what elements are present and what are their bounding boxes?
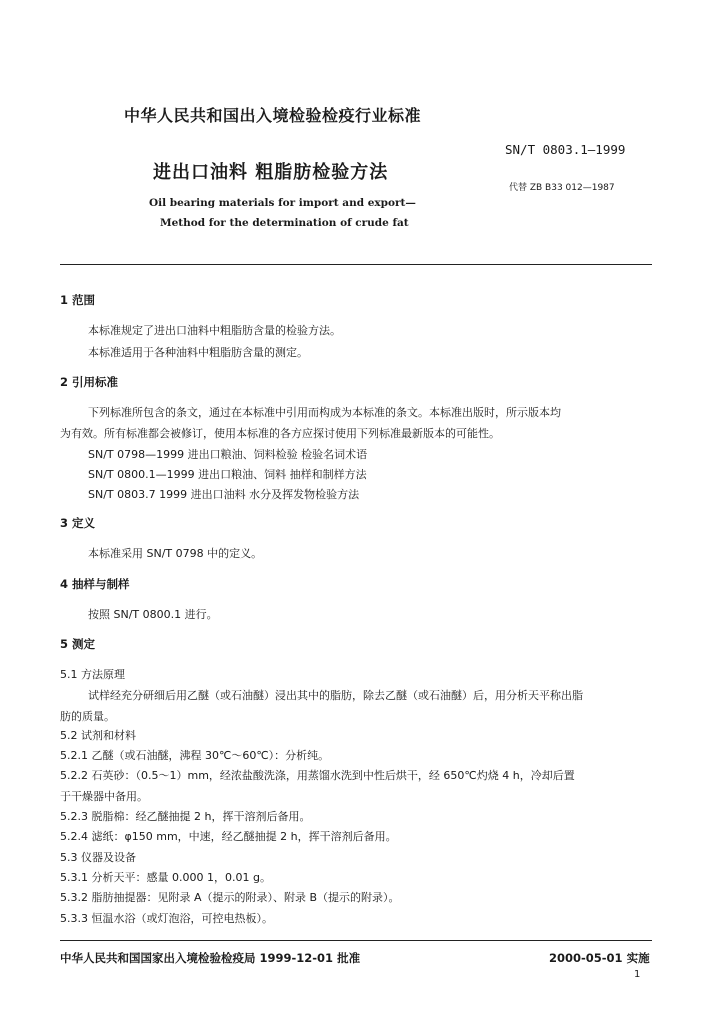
body-line: 5.2.3 脱脂棉：经乙醚抽提 2 h，挥干溶剂后备用。 xyxy=(60,810,311,823)
standard-org: 中华人民共和国出入境检验检疫行业标准 xyxy=(124,106,422,125)
body-line: 5.3 仪器及设备 xyxy=(60,851,136,864)
body-line: 下列标准所包含的条文，通过在本标准中引用而构成为本标准的条文。本标准出版时，所示版本均 xyxy=(88,406,561,419)
replaces-note: 代替 ZB B33 012—1987 xyxy=(509,183,615,193)
page-number: 1 xyxy=(634,969,641,980)
body-line: 4 抽样与制样 xyxy=(60,577,130,591)
title-chinese: 进出口油料 粗脂肪检验方法 xyxy=(153,162,389,183)
body-line: SN/T 0803.7 1999 进出口油料 水分及挥发物检验方法 xyxy=(88,488,360,501)
body-line: 本标准适用于各种油料中粗脂肪含量的测定。 xyxy=(88,346,308,359)
title-english-line-2: Method for the determination of crude fat xyxy=(160,217,409,229)
body-line: 3 定义 xyxy=(60,516,96,530)
body-line: 5.2.2 石英砂：（0.5～1）mm，经浓盐酸洗涤，用蒸馏水洗到中性后烘干，经 650℃灼烧 4 h，冷却后置 xyxy=(60,769,575,782)
body-line: 于干燥器中备用。 xyxy=(60,790,148,803)
body-line: 肪的质量。 xyxy=(60,710,115,723)
body-line: 本标准采用 SN/T 0798 中的定义。 xyxy=(88,547,263,560)
body-line: 5.3.3 恒温水浴（或灯泡浴，可控电热板）。 xyxy=(60,912,273,925)
body-line: 5.2 试剂和材料 xyxy=(60,729,136,742)
body-line: 5.2.4 滤纸：φ150 mm，中速，经乙醚抽提 2 h，挥干溶剂后备用。 xyxy=(60,830,397,843)
standard-number: SN/T 0803.1—1999 xyxy=(505,142,626,157)
title-english-line-1: Oil bearing materials for import and export— xyxy=(149,197,416,209)
approval-note: 中华人民共和国国家出入境检验检疫局 1999-12-01 批准 xyxy=(60,951,361,965)
body-line: 按照 SN/T 0800.1 进行。 xyxy=(88,608,218,621)
footer-rule xyxy=(60,940,652,941)
body-line: 本标准规定了进出口油料中粗脂肪含量的检验方法。 xyxy=(88,324,341,337)
body-line: 2 引用标准 xyxy=(60,375,119,389)
header-rule xyxy=(60,264,652,265)
body-line: SN/T 0798—1999 进出口粮油、饲料检验 检验名词术语 xyxy=(88,448,368,461)
body-line: 试样经充分研细后用乙醚（或石油醚）浸出其中的脂肪，除去乙醚（或石油醚）后，用分析天平称出脂 xyxy=(88,689,583,702)
body-line: 1 范围 xyxy=(60,293,96,307)
body-line: 为有效。所有标准都会被修订，使用本标准的各方应探讨使用下列标准最新版本的可能性。 xyxy=(60,427,500,440)
body-line: 5.1 方法原理 xyxy=(60,668,125,681)
body-line: SN/T 0800.1—1999 进出口粮油、饲料 抽样和制样方法 xyxy=(88,468,367,481)
body-line: 5 测定 xyxy=(60,637,96,651)
body-line: 5.2.1 乙醚（或石油醚，沸程 30℃～60℃）：分析纯。 xyxy=(60,749,330,762)
implementation-date: 2000-05-01 实施 xyxy=(549,951,650,965)
body-line: 5.3.2 脂肪抽提器：见附录 A（提示的附录）、附录 B（提示的附录）。 xyxy=(60,891,400,904)
body-line: 5.3.1 分析天平：感量 0.000 1，0.01 g。 xyxy=(60,871,271,884)
